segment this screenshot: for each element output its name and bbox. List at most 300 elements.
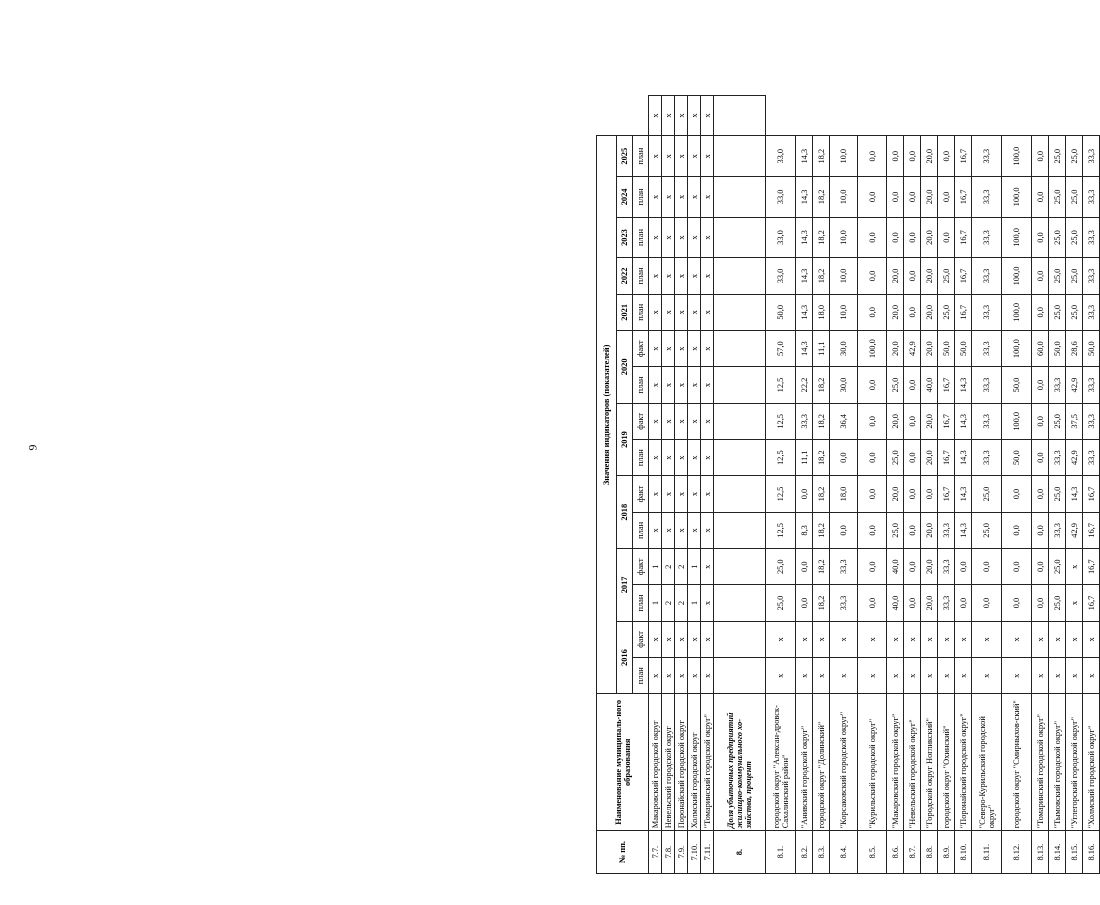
row-number: 8.5. [858, 831, 887, 874]
row-value: x [701, 95, 714, 136]
row-value: 20,0 [921, 294, 938, 330]
row-value: 0,0 [955, 549, 972, 585]
row-value: 25,0 [1049, 136, 1066, 177]
row-value: 16,7 [938, 367, 955, 403]
row-value: 0,0 [1032, 440, 1049, 476]
row-value: 33,3 [1083, 367, 1100, 403]
row-value: x [688, 217, 701, 258]
row-value: 25,0 [1049, 217, 1066, 258]
row-value: x [701, 440, 714, 476]
row-value: x [1032, 621, 1049, 657]
row-value: 25,0 [887, 512, 904, 548]
row-value: 20,0 [887, 330, 904, 366]
row-value: x [662, 136, 675, 177]
row-value: 50,0 [955, 330, 972, 366]
row-value: 0,0 [858, 177, 887, 218]
row-value: 18,2 [813, 512, 830, 548]
row-value: 0,0 [1032, 585, 1049, 621]
table-row [1083, 55, 1100, 874]
row-value: 0,0 [858, 367, 887, 403]
row-value: 20,0 [887, 403, 904, 439]
row-value: 12,5 [766, 367, 796, 403]
row-value: x [701, 258, 714, 294]
row-value: 20,0 [887, 258, 904, 294]
row-value: 33,3 [1049, 512, 1066, 548]
row-value: 0,0 [858, 476, 887, 512]
row-value: 16,7 [955, 294, 972, 330]
row-name: Доля убыточных предприятий жилищно-коммунального хо-зяйства, процент [714, 694, 766, 831]
row-value: 20,0 [887, 476, 904, 512]
row-value: 30,0 [830, 330, 858, 366]
row-value: 50,0 [766, 294, 796, 330]
row-value [714, 217, 766, 258]
row-value: 0,0 [1032, 217, 1049, 258]
row-value: 0,0 [796, 549, 813, 585]
row-value: x [675, 95, 688, 136]
row-value: 25,0 [1066, 217, 1083, 258]
row-value: x [701, 549, 714, 585]
row-name: "Томаринский городской округ" [701, 694, 714, 831]
row-value: x [675, 258, 688, 294]
row-value: 12,5 [766, 403, 796, 439]
row-value: x [662, 367, 675, 403]
row-value: 20,0 [921, 136, 938, 177]
row-value [714, 476, 766, 512]
row-value: x [701, 367, 714, 403]
row-value: 10,0 [830, 294, 858, 330]
row-name: "Курильский городской округ" [858, 694, 887, 831]
row-value: 0,0 [904, 549, 921, 585]
row-value: 18,2 [813, 367, 830, 403]
table-row [858, 55, 887, 874]
row-value: x [1066, 549, 1083, 585]
row-value: 18,2 [813, 136, 830, 177]
row-value: x [858, 658, 887, 694]
row-value [714, 621, 766, 657]
row-value: 33,3 [972, 217, 1002, 258]
row-value: 18,0 [830, 476, 858, 512]
table-row [813, 55, 830, 874]
row-value: x [858, 621, 887, 657]
header-year: 2024 [617, 177, 633, 218]
row-number: 8.16. [1083, 831, 1100, 874]
row-value: x [662, 177, 675, 218]
row-value: 0,0 [1002, 585, 1032, 621]
table-row [887, 55, 904, 874]
row-value: x [688, 440, 701, 476]
row-value [714, 585, 766, 621]
header-subcol: факт [633, 476, 649, 512]
row-value: 18,2 [813, 440, 830, 476]
row-value: x [1049, 621, 1066, 657]
row-value: 50,0 [1002, 367, 1032, 403]
row-value: x [649, 217, 662, 258]
row-value: 33,3 [1083, 403, 1100, 439]
row-value: 33,0 [766, 217, 796, 258]
row-value: 0,0 [1032, 476, 1049, 512]
row-value: 0,0 [904, 258, 921, 294]
row-value: 25,0 [1049, 403, 1066, 439]
row-value: x [675, 621, 688, 657]
row-value: 42,9 [1066, 367, 1083, 403]
row-value: x [662, 294, 675, 330]
row-number: 8.4. [830, 831, 858, 874]
row-value [714, 658, 766, 694]
row-value: 20,0 [921, 585, 938, 621]
table-row [1066, 55, 1083, 874]
header-subcol: факт [633, 549, 649, 585]
row-value: 0,0 [887, 177, 904, 218]
row-value: x [688, 403, 701, 439]
table-row [662, 55, 675, 874]
row-name: Макаровский городской округ [649, 694, 662, 831]
header-subcol: факт [633, 403, 649, 439]
row-number: 8.14. [1049, 831, 1066, 874]
row-value: 30,0 [830, 367, 858, 403]
row-value: x [1066, 585, 1083, 621]
row-value: x [675, 403, 688, 439]
row-value: 0,0 [938, 136, 955, 177]
row-value: 33,3 [1083, 440, 1100, 476]
row-value: 14,3 [796, 258, 813, 294]
row-value: x [675, 330, 688, 366]
row-value: 16,7 [1083, 476, 1100, 512]
row-value: 18,2 [813, 549, 830, 585]
row-name: Невельский городской округ [662, 694, 675, 831]
row-value: 100,0 [1002, 177, 1032, 218]
row-value: 20,0 [921, 330, 938, 366]
header-subcol: план [633, 658, 649, 694]
row-value: 50,0 [1002, 440, 1032, 476]
row-value: 33,3 [972, 177, 1002, 218]
row-value: 25,0 [938, 258, 955, 294]
row-value: 100,0 [1002, 403, 1032, 439]
table-row [796, 55, 813, 874]
row-value [714, 177, 766, 218]
row-value: 0,0 [887, 136, 904, 177]
row-value: 25,0 [1049, 294, 1066, 330]
row-name: городской округ "Смирныхов-ский" [1002, 694, 1032, 831]
row-value: x [813, 658, 830, 694]
row-value: 11,1 [796, 440, 813, 476]
row-value: 1 [649, 585, 662, 621]
row-value: 14,3 [955, 512, 972, 548]
row-value: x [688, 136, 701, 177]
row-value: 25,0 [1049, 549, 1066, 585]
row-value: 0,0 [830, 512, 858, 548]
row-value: 25,0 [1066, 136, 1083, 177]
row-value: 10,0 [830, 177, 858, 218]
row-value: 25,0 [1066, 258, 1083, 294]
row-number: 8.7. [904, 831, 921, 874]
header-no: № пп. [597, 831, 649, 874]
row-value: 18,2 [813, 585, 830, 621]
row-value: x [1002, 658, 1032, 694]
row-value: 16,7 [1083, 549, 1100, 585]
row-value: x [662, 330, 675, 366]
row-number: 8.13. [1032, 831, 1049, 874]
row-value: 33,3 [830, 549, 858, 585]
row-value: 0,0 [1032, 258, 1049, 294]
header-subcol: план [633, 217, 649, 258]
table-row [649, 55, 662, 874]
row-value: 0,0 [1032, 549, 1049, 585]
row-value: 20,0 [921, 440, 938, 476]
row-value: 33,3 [1049, 440, 1066, 476]
row-value: 36,4 [830, 403, 858, 439]
row-value: x [813, 621, 830, 657]
header-subcol: факт [633, 330, 649, 366]
row-value: x [955, 621, 972, 657]
row-value: x [904, 621, 921, 657]
row-value: x [662, 621, 675, 657]
row-name: "Макаровский городской округ" [887, 694, 904, 831]
row-value: 18,2 [813, 476, 830, 512]
row-value: 16,7 [955, 217, 972, 258]
row-value: 0,0 [955, 585, 972, 621]
row-value: 33,3 [1049, 367, 1066, 403]
row-value: 0,0 [858, 136, 887, 177]
row-value: x [1083, 621, 1100, 657]
row-value: 40,0 [887, 549, 904, 585]
row-number: 8.2. [796, 831, 813, 874]
row-number: 8.6. [887, 831, 904, 874]
row-value: 0,0 [830, 440, 858, 476]
row-value: x [649, 177, 662, 218]
row-value: 0,0 [904, 512, 921, 548]
row-number: 8.10. [955, 831, 972, 874]
row-value: 2 [675, 549, 688, 585]
page-number: 9 [25, 444, 40, 451]
row-name: "Корсаковский городской округ" [830, 694, 858, 831]
row-value: x [675, 217, 688, 258]
row-value: 28,6 [1066, 330, 1083, 366]
row-value: 1 [649, 549, 662, 585]
row-value: x [688, 330, 701, 366]
row-value: x [904, 658, 921, 694]
row-value: 0,0 [1032, 136, 1049, 177]
header-year: 2022 [617, 258, 633, 294]
row-name: "Поронайский городской округ" [955, 694, 972, 831]
row-value: x [688, 177, 701, 218]
row-value: 0,0 [938, 177, 955, 218]
row-value: x [675, 512, 688, 548]
row-value: 25,0 [938, 294, 955, 330]
row-value [714, 367, 766, 403]
row-value: x [688, 367, 701, 403]
row-value: x [649, 512, 662, 548]
row-value: x [662, 217, 675, 258]
row-value: 33,3 [972, 440, 1002, 476]
row-value: 0,0 [1032, 367, 1049, 403]
row-value: 14,3 [955, 440, 972, 476]
row-name: городской округ "Долинский" [813, 694, 830, 831]
header-year: 2017 [617, 549, 633, 622]
row-value: 14,3 [796, 217, 813, 258]
header-subcol: план [633, 258, 649, 294]
row-value: 0,0 [904, 585, 921, 621]
row-value: 33,3 [938, 585, 955, 621]
row-number: 8.8. [921, 831, 938, 874]
header-year: 2019 [617, 403, 633, 476]
row-value: 20,0 [921, 403, 938, 439]
row-value: 25,0 [887, 367, 904, 403]
row-value: 33,3 [1083, 177, 1100, 218]
row-value: x [649, 621, 662, 657]
row-value: 20,0 [921, 512, 938, 548]
header-name: Наименование муниципаль-ного образования [597, 694, 649, 831]
row-value: 0,0 [858, 512, 887, 548]
table-row [830, 55, 858, 874]
row-value: 0,0 [796, 476, 813, 512]
row-name: "Северо-Курильский городской округ" [972, 694, 1002, 831]
row-value: 0,0 [904, 136, 921, 177]
row-value: x [662, 512, 675, 548]
row-value: x [796, 658, 813, 694]
row-value: x [662, 258, 675, 294]
row-value: 16,7 [955, 258, 972, 294]
row-value: 0,0 [904, 403, 921, 439]
row-value: 33,3 [972, 367, 1002, 403]
row-value: 33,0 [766, 177, 796, 218]
row-value: 18,2 [813, 403, 830, 439]
row-value: 100,0 [1002, 136, 1032, 177]
header-subcol: план [633, 294, 649, 330]
row-name: "Холмский городской округ" [1083, 694, 1100, 831]
row-value [714, 330, 766, 366]
row-value: 0,0 [972, 549, 1002, 585]
row-value: 57,0 [766, 330, 796, 366]
row-value: 33,3 [972, 330, 1002, 366]
row-number: 7.10. [688, 831, 701, 874]
header-year: 2025 [617, 136, 633, 177]
row-value: 2 [675, 585, 688, 621]
row-value: 0,0 [1002, 549, 1032, 585]
header-subcol: план [633, 585, 649, 621]
row-value: x [649, 95, 662, 136]
row-value: x [887, 658, 904, 694]
row-value: x [701, 621, 714, 657]
rotated-table-container [596, 54, 1096, 874]
row-value: 37,5 [1066, 403, 1083, 439]
table-row [1049, 55, 1066, 874]
row-value: 33,3 [972, 294, 1002, 330]
table-row [688, 55, 701, 874]
row-value [714, 136, 766, 177]
row-value: 100,0 [1002, 294, 1032, 330]
table-row [955, 55, 972, 874]
row-value: 2 [662, 549, 675, 585]
row-value: 25,0 [972, 476, 1002, 512]
row-value: x [675, 440, 688, 476]
row-value: 0,0 [1032, 177, 1049, 218]
row-value: 0,0 [796, 585, 813, 621]
row-value: 25,0 [1066, 294, 1083, 330]
row-value: 14,3 [796, 177, 813, 218]
row-value: 33,3 [1083, 136, 1100, 177]
row-value: x [688, 658, 701, 694]
row-value: x [649, 440, 662, 476]
row-value: 33,0 [766, 258, 796, 294]
row-value: 18,2 [813, 258, 830, 294]
row-number: 7.7. [649, 831, 662, 874]
row-value: 0,0 [904, 476, 921, 512]
table-row [714, 55, 766, 874]
row-value: 16,7 [938, 440, 955, 476]
row-value: 14,3 [796, 136, 813, 177]
row-name: "Невельский городской округ" [904, 694, 921, 831]
row-value [714, 294, 766, 330]
row-value: x [701, 585, 714, 621]
row-value: 2 [662, 585, 675, 621]
row-value: 0,0 [904, 294, 921, 330]
row-value: x [701, 217, 714, 258]
row-value: 50,0 [1083, 330, 1100, 366]
header-subcol: план [633, 136, 649, 177]
row-value: 33,3 [1083, 294, 1100, 330]
row-value: 11,1 [813, 330, 830, 366]
row-value: 33,3 [972, 136, 1002, 177]
row-name: "Углегорский городской округ" [1066, 694, 1083, 831]
header-year: 2020 [617, 330, 633, 403]
row-number: 8.9. [938, 831, 955, 874]
row-value: 0,0 [858, 403, 887, 439]
table-row [675, 55, 688, 874]
row-value: 14,3 [1066, 476, 1083, 512]
row-value: x [701, 512, 714, 548]
row-value: x [938, 658, 955, 694]
header-subcol: план [633, 512, 649, 548]
row-value: x [796, 621, 813, 657]
row-value: 0,0 [858, 258, 887, 294]
row-value: x [688, 95, 701, 136]
table-row [766, 55, 796, 874]
row-value: 22,2 [796, 367, 813, 403]
indicators-table [596, 54, 1100, 874]
row-value: x [662, 403, 675, 439]
row-value: x [921, 658, 938, 694]
row-value: 33,3 [938, 512, 955, 548]
row-value: 33,3 [796, 403, 813, 439]
header-subcol: план [633, 367, 649, 403]
row-value: 0,0 [1032, 512, 1049, 548]
row-value: x [830, 658, 858, 694]
row-number: 8. [714, 831, 766, 874]
header-year: 2016 [617, 621, 633, 694]
row-value: x [701, 294, 714, 330]
row-name: Холмский городской округ [688, 694, 701, 831]
table-row [904, 55, 921, 874]
row-value: 0,0 [858, 294, 887, 330]
row-value: 0,0 [904, 177, 921, 218]
row-value: 8,3 [796, 512, 813, 548]
row-value: x [766, 621, 796, 657]
row-value: x [972, 658, 1002, 694]
row-value: 33,3 [972, 258, 1002, 294]
row-value: 20,0 [921, 258, 938, 294]
row-value [714, 258, 766, 294]
row-value: 10,0 [830, 217, 858, 258]
row-number: 7.11. [701, 831, 714, 874]
row-value: x [688, 258, 701, 294]
row-value: x [688, 476, 701, 512]
row-value: x [830, 621, 858, 657]
row-value: 20,0 [921, 549, 938, 585]
row-value: 0,0 [972, 585, 1002, 621]
row-name: "Томаринский городской округ" [1032, 694, 1049, 831]
row-name: Поронайский городской округ [675, 694, 688, 831]
row-value: x [675, 177, 688, 218]
